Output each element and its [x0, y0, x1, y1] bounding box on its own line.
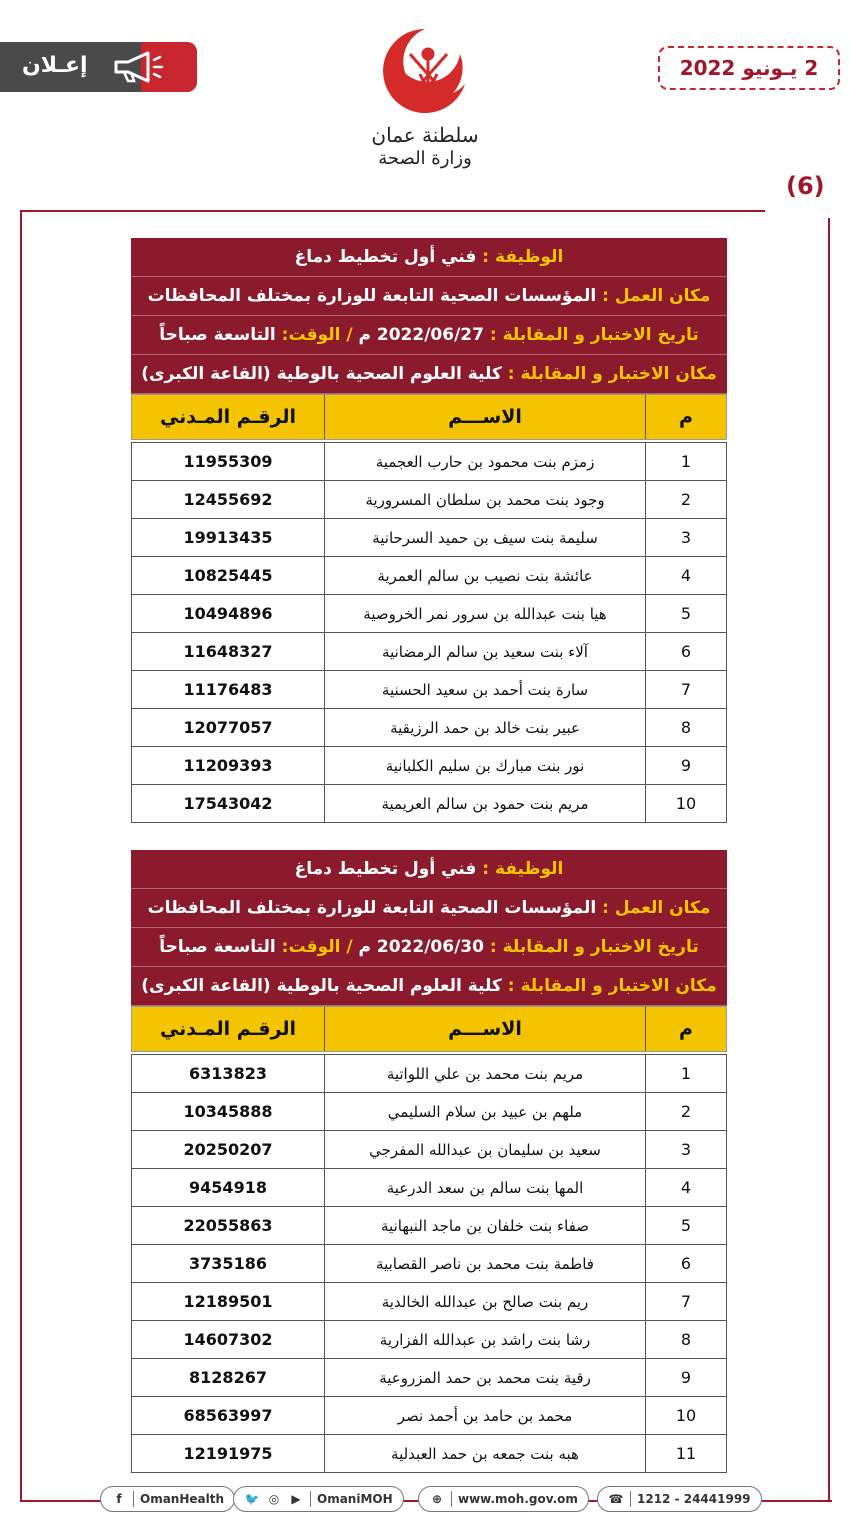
time-key: / الوقت: [281, 325, 353, 345]
date-key: تاريخ الاختبار و المقابلة : [489, 937, 699, 957]
table-row [131, 557, 727, 595]
civil-id: 11648327 [183, 642, 273, 661]
table-body [131, 1054, 727, 1473]
col-civil-id: الرقـم المـدني [159, 1018, 297, 1040]
civil-id: 6313823 [189, 1064, 267, 1083]
workplace-value: المؤسسات الصحية التابعة للوزارة بمختلف المحافظات [147, 898, 597, 918]
civil-id: 12455692 [183, 490, 273, 509]
date-key: تاريخ الاختبار و المقابلة : [489, 325, 699, 345]
candidate-name: عبير بنت خالد بن حمد الرزيقية [324, 709, 645, 746]
civil-id: 10825445 [183, 566, 273, 585]
row-index: 10 [645, 1397, 726, 1434]
page-number: (6) [786, 172, 825, 200]
row-index: 2 [645, 481, 726, 518]
candidate-name: مريم بنت حمود بن سالم العريمية [324, 785, 645, 822]
col-name: الاســـم [324, 395, 645, 439]
row-index: 9 [645, 1359, 726, 1396]
facebook-icon: f [116, 1492, 122, 1506]
date-row [131, 928, 727, 967]
table-row [131, 1054, 727, 1093]
table-row [131, 1093, 727, 1131]
civil-id: 3735186 [189, 1254, 267, 1273]
column-header [131, 1006, 727, 1052]
candidate-name: عائشة بنت نصيب بن سالم العمرية [324, 557, 645, 594]
table-row [131, 633, 727, 671]
job-key: الوظيفة : [482, 859, 564, 879]
workplace-value: المؤسسات الصحية التابعة للوزارة بمختلف المحافظات [147, 286, 597, 306]
row-index: 5 [645, 1207, 726, 1244]
col-civil-id: الرقـم المـدني [159, 406, 297, 428]
candidate-name: محمد بن حامد بن أحمد نصر [324, 1397, 645, 1434]
separator [451, 1491, 452, 1507]
place-key: مكان الاختبار و المقابلة : [507, 976, 717, 996]
table-row [131, 1435, 727, 1473]
web-icon: ⊕ [431, 1492, 443, 1506]
candidate-name: رشا بنت راشد بن عبدالله الفزارية [324, 1321, 645, 1358]
col-name: الاســـم [324, 1007, 645, 1051]
job-key: الوظيفة : [482, 247, 564, 267]
job-value: فني أول تخطيط دماغ [294, 247, 477, 267]
table-body [131, 442, 727, 823]
table-row [131, 747, 727, 785]
table-row [131, 1321, 727, 1359]
separator [630, 1491, 631, 1507]
civil-id: 68563997 [183, 1406, 273, 1425]
job-row [131, 238, 727, 277]
twitter-icon: 🐦 [244, 1492, 260, 1506]
row-index: 7 [645, 1283, 726, 1320]
table-row [131, 1131, 727, 1169]
table-row [131, 595, 727, 633]
candidate-name: فاطمة بنت محمد بن ناصر القصابية [324, 1245, 645, 1282]
row-index: 8 [645, 1321, 726, 1358]
candidate-name: هبه بنت جمعه بن حمد العبدلية [324, 1435, 645, 1472]
civil-id: 12191975 [183, 1444, 273, 1463]
candidate-name: صفاء بنت خلفان بن ماجد النبهانية [324, 1207, 645, 1244]
row-index: 10 [645, 785, 726, 822]
megaphone-icon [110, 50, 166, 84]
row-index: 4 [645, 557, 726, 594]
time-key: / الوقت: [281, 937, 353, 957]
job-row [131, 850, 727, 889]
workplace-row [131, 277, 727, 316]
frame-right-line [828, 218, 830, 1500]
civil-id: 8128267 [189, 1368, 267, 1387]
table-row [131, 1245, 727, 1283]
workplace-row [131, 889, 727, 928]
table-row [131, 709, 727, 747]
candidate-name: مريم بنت محمد بن علي اللواتية [324, 1055, 645, 1092]
civil-id: 14607302 [183, 1330, 273, 1349]
time-value: التاسعة صباحاً [159, 325, 276, 345]
announcement-tab [0, 42, 197, 92]
row-index: 7 [645, 671, 726, 708]
workplace-key: مكان العمل : [602, 286, 711, 306]
date-value: 2022/06/30 م [358, 937, 484, 957]
candidate-name: سعيد بن سليمان بن عبدالله المفرجي [324, 1131, 645, 1168]
table-row [131, 1169, 727, 1207]
workplace-key: مكان العمل : [602, 898, 711, 918]
column-header [131, 394, 727, 440]
phone-number: 1212 - 24441999 [637, 1492, 751, 1506]
job-value: فني أول تخطيط دماغ [294, 859, 477, 879]
civil-id: 19913435 [183, 528, 273, 547]
candidate-name: ريم بنت صالح بن عبدالله الخالدية [324, 1283, 645, 1320]
row-index: 6 [645, 633, 726, 670]
civil-id: 22055863 [183, 1216, 273, 1235]
row-index: 11 [645, 1435, 726, 1472]
place-key: مكان الاختبار و المقابلة : [507, 364, 717, 384]
date-row [131, 316, 727, 355]
candidates-table-1 [131, 238, 727, 823]
col-index: م [645, 1007, 726, 1051]
row-index: 3 [645, 519, 726, 556]
separator [133, 1491, 134, 1507]
civil-id: 10345888 [183, 1102, 273, 1121]
civil-id: 12077057 [183, 718, 273, 737]
facebook-pill[interactable] [100, 1486, 235, 1512]
social-pill[interactable] [233, 1486, 404, 1512]
candidate-name: هيا بنت عبدالله بن سرور نمر الخروصية [324, 595, 645, 632]
place-row [131, 355, 727, 394]
row-index: 5 [645, 595, 726, 632]
date-value: 2022/06/27 م [358, 325, 484, 345]
candidate-name: آلاء بنت سعيد بن سالم الرمضانية [324, 633, 645, 670]
candidate-name: زمزم بنت محمود بن حارب العجمية [324, 443, 645, 480]
place-value: كلية العلوم الصحية بالوطية (القاعة الكبرى) [141, 364, 502, 384]
civil-id: 11176483 [183, 680, 273, 699]
ministry-logo [365, 24, 485, 174]
civil-id: 11209393 [183, 756, 273, 775]
svg-text:ﺳﻠﻄﻨﺔ ﻋﻤﺎﻥ: ﺳﻠﻄﻨﺔ ﻋﻤﺎﻥ [371, 123, 479, 147]
row-index: 4 [645, 1169, 726, 1206]
website-pill[interactable] [418, 1486, 589, 1512]
table-row [131, 1207, 727, 1245]
row-index: 2 [645, 1093, 726, 1130]
table-row [131, 481, 727, 519]
separator [310, 1491, 311, 1507]
candidate-name: نور بنت مبارك بن سليم الكلبانية [324, 747, 645, 784]
candidate-name: وجود بنت محمد بن سلطان المسرورية [324, 481, 645, 518]
time-value: التاسعة صباحاً [159, 937, 276, 957]
frame-top-line [20, 210, 765, 212]
candidate-name: ملهم بن عبيد بن سلام السليمي [324, 1093, 645, 1130]
table-row [131, 1397, 727, 1435]
candidates-table-2 [131, 850, 727, 1473]
instagram-icon: ◎ [268, 1492, 280, 1506]
place-row [131, 967, 727, 1006]
table-row [131, 671, 727, 709]
civil-id: 12189501 [183, 1292, 273, 1311]
candidate-name: سارة بنت أحمد بن سعيد الحسنية [324, 671, 645, 708]
row-index: 8 [645, 709, 726, 746]
table-row [131, 1359, 727, 1397]
footer [0, 1486, 850, 1512]
facebook-handle: OmanHealth [140, 1492, 225, 1506]
youtube-icon: ▶ [291, 1492, 301, 1506]
civil-id: 20250207 [183, 1140, 273, 1159]
candidate-name: سليمة بنت سيف بن حميد السرحانية [324, 519, 645, 556]
civil-id: 11955309 [183, 452, 273, 471]
row-index: 6 [645, 1245, 726, 1282]
candidate-name: المها بنت سالم بن سعد الدرعية [324, 1169, 645, 1206]
phone-pill[interactable] [597, 1486, 762, 1512]
website-link: www.moh.gov.om [458, 1492, 578, 1506]
row-index: 9 [645, 747, 726, 784]
row-index: 1 [645, 443, 726, 480]
col-index: م [645, 395, 726, 439]
phone-icon: ☎ [608, 1492, 624, 1506]
social-handle: OmaniMOH [317, 1492, 393, 1506]
table-row [131, 785, 727, 823]
date-badge: 2 يـونيو 2022 [658, 46, 840, 90]
table-row [131, 1283, 727, 1321]
announcement-label: إعـلان [22, 53, 88, 78]
row-index: 3 [645, 1131, 726, 1168]
row-index: 1 [645, 1055, 726, 1092]
civil-id: 10494896 [183, 604, 273, 623]
table-row [131, 442, 727, 481]
civil-id: 9454918 [189, 1178, 267, 1197]
civil-id: 17543042 [183, 794, 273, 813]
place-value: كلية العلوم الصحية بالوطية (القاعة الكبرى) [141, 976, 502, 996]
table-row [131, 519, 727, 557]
candidate-name: رقية بنت محمد بن حمد المزروعية [324, 1359, 645, 1396]
svg-text:ﻭﺯﺍﺭﺓ ﺍﻟﺼﺤﺔ: ﻭﺯﺍﺭﺓ ﺍﻟﺼﺤﺔ [378, 148, 472, 169]
